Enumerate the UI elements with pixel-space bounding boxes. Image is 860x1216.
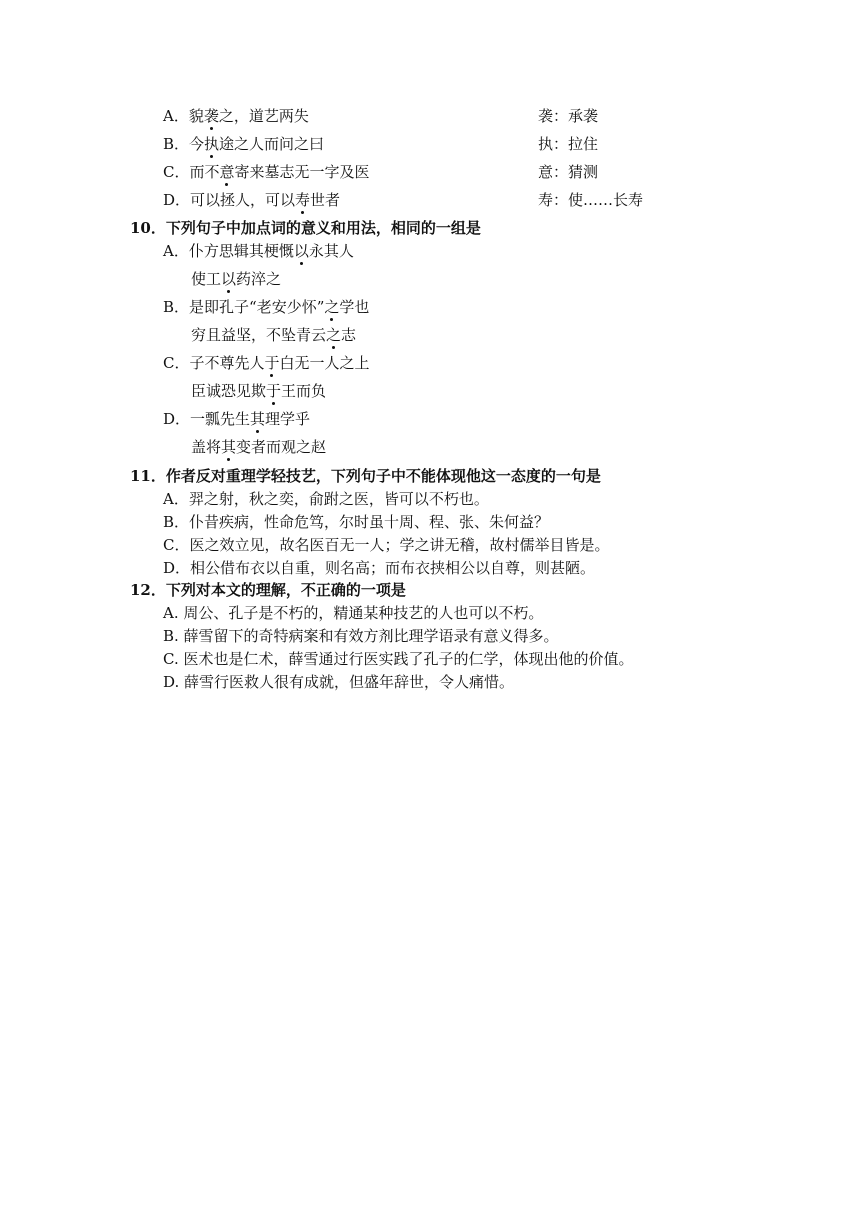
q9-option-a-text: A．貌: [163, 107, 204, 125]
q10-a-l1-pre: A．仆方思辑其梗慨: [163, 242, 294, 260]
q10-b-l2-pre: 穷且益坚，不坠青云: [191, 326, 327, 344]
q10-option-d-line1: [163, 409, 310, 429]
q9-option-d-text-end: 世者: [310, 191, 341, 209]
q10-option-a-line2: [191, 269, 281, 289]
dotted-word: 之: [326, 326, 342, 344]
q9-option-c-gloss: 意：猜测: [538, 163, 599, 181]
q9-option-c-text-end: 寄来墓志无一字及医: [234, 163, 370, 181]
q11-option-c: C．医之效立见，故名医百无一人；学之讲无稽，故村儒举目皆是。: [163, 536, 610, 554]
q12-option-c: C. 医术也是仁术，薛雪通过行医实践了孔子的仁学，体现出他的价值。: [163, 650, 634, 668]
dotted-word: 于: [264, 354, 280, 372]
dotted-word: 执: [204, 135, 220, 153]
q10-a-l2-post: 药淬之: [236, 270, 282, 288]
q10-d-l2-post: 变者而观之赵: [236, 438, 327, 456]
q10-option-d-line2: [191, 437, 326, 457]
q10-a-l1-post: 永其人: [308, 242, 354, 260]
q10-option-c-line1: [163, 353, 370, 373]
dotted-word: 其: [250, 410, 266, 428]
dotted-word: 以: [221, 270, 237, 288]
q12-option-d: D. 薛雪行医救人很有成就，但盛年辞世，令人痛惜。: [163, 673, 515, 691]
q10-c-l1-post: 白无一人之上: [279, 354, 370, 372]
q12-title: 12．下列对本文的理解，不正确的一项是: [130, 581, 406, 599]
q10-d-l2-pre: 盖将: [191, 438, 222, 456]
q10-d-l1-pre: D．一瓢先生: [163, 410, 251, 428]
q10-d-l1-post: 理学乎: [265, 410, 311, 428]
q9-option-d-gloss: 寿：使……长寿: [538, 191, 644, 209]
q10-c-l2-post: 王而负: [281, 382, 327, 400]
q11-option-a: A．羿之射，秋之奕，俞跗之医，皆可以不朽也。: [163, 490, 489, 508]
q10-b-l2-post: 志: [341, 326, 357, 344]
q10-title: 10．下列句子中加点词的意义和用法，相同的一组是: [130, 219, 481, 237]
q9-option-c-text: C．而不: [163, 163, 220, 181]
q9-option-b-gloss: 执：拉住: [538, 135, 599, 153]
q10-c-l2-pre: 臣诚恐见欺: [191, 382, 267, 400]
q10-b-l1-post: 学也: [339, 298, 370, 316]
q12-option-b: B. 薛雪留下的奇特病案和有效方剂比理学语录有意义得多。: [163, 627, 559, 645]
q9-option-c: [163, 162, 370, 182]
q9-option-b-text-end: 途之人而问之曰: [219, 135, 325, 153]
q10-option-a-line1: [163, 241, 354, 261]
dotted-word: 袭: [203, 107, 219, 125]
q10-option-c-line2: [191, 381, 326, 401]
q11-option-d: D．相公借布衣以自重，则名高；而布衣挟相公以自尊，则甚陋。: [163, 559, 596, 577]
dotted-word: 寿: [295, 191, 311, 209]
dotted-word: 以: [293, 242, 309, 260]
q10-option-b-line1: [163, 297, 369, 317]
dotted-word: 之: [324, 298, 340, 316]
q9-option-b: [163, 134, 324, 154]
q9-option-b-text: B．今: [163, 135, 205, 153]
q10-a-l2-pre: 使工: [191, 270, 222, 288]
q9-option-a-text-end: 之，道艺两失: [218, 107, 309, 125]
dotted-word: 其: [221, 438, 237, 456]
dotted-word: 意: [219, 163, 235, 181]
q12-option-a: A. 周公、孔子是不朽的，精通某种技艺的人也可以不朽。: [163, 604, 544, 622]
q11-option-b: B．仆昔疾病，性命危笃，尔时虽十周、程、张、朱何益？: [163, 513, 550, 531]
q10-option-b-line2: [191, 325, 356, 345]
q10-c-l1-pre: C．子不尊先人: [163, 354, 265, 372]
q9-option-d-text: D．可以拯人，可以: [163, 191, 296, 209]
q11-title: 11．作者反对重理学轻技艺，下列句子中不能体现他这一态度的一句是: [130, 467, 601, 485]
dotted-word: 于: [266, 382, 282, 400]
q9-option-a: [163, 106, 309, 126]
q9-option-d: [163, 190, 340, 210]
q9-option-a-gloss: 袭：承袭: [538, 107, 599, 125]
q10-b-l1-pre: B．是即孔子“老安少怀”: [163, 298, 325, 316]
